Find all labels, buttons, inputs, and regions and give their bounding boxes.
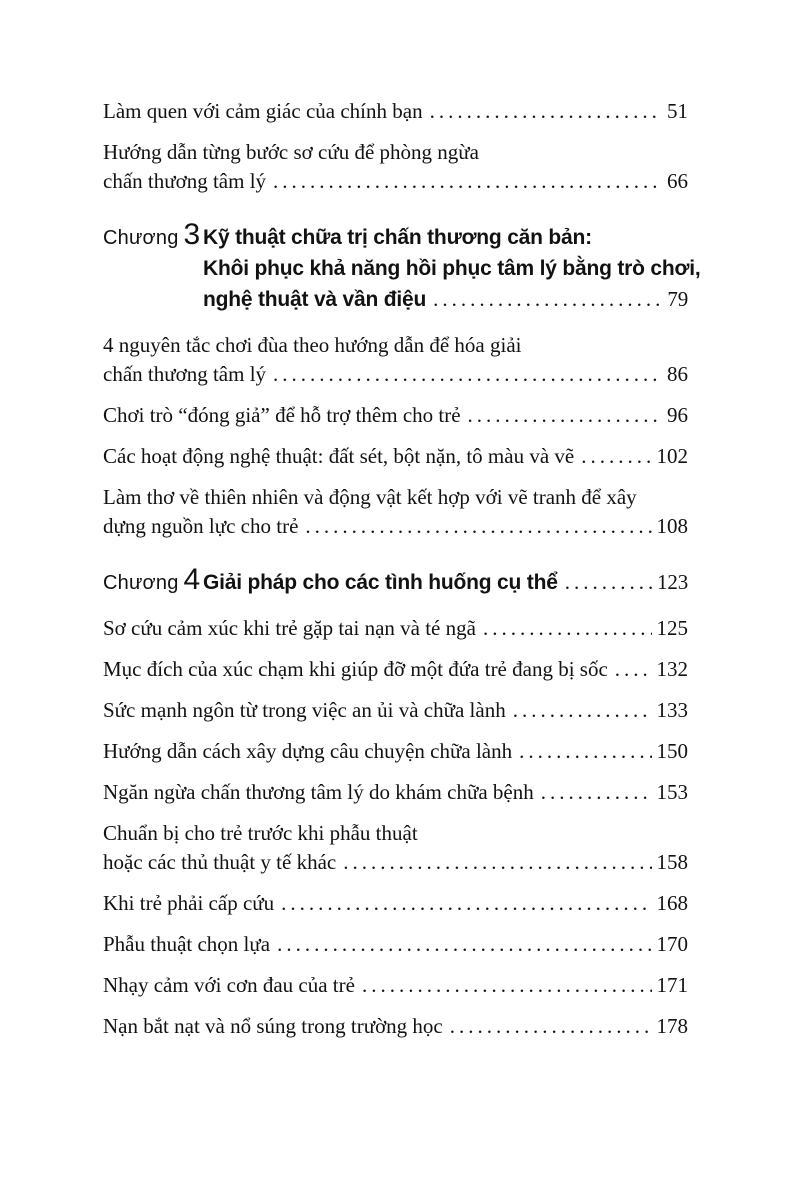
- toc-entry-title: Sức mạnh ngôn từ trong việc an ủi và chữa lành: [103, 698, 506, 722]
- toc-entry-title: Nhạy cảm với cơn đau của trẻ: [103, 973, 355, 997]
- dot-leader: [581, 442, 651, 471]
- toc-entry-title-line2: hoặc các thủ thuật y tế khác: [103, 850, 337, 874]
- toc-page-number: 102: [656, 444, 688, 468]
- toc-entry: [103, 97, 688, 126]
- toc-chapter-4: [103, 563, 688, 598]
- dot-leader: [433, 284, 662, 315]
- toc-chapter-3: [103, 218, 701, 315]
- toc-entry-title: Khi trẻ phải cấp cứu: [103, 891, 275, 915]
- toc-entry: [103, 614, 688, 643]
- toc-page-number: 171: [656, 973, 688, 997]
- chapter-word: Chương: [103, 227, 179, 249]
- toc-entry: [103, 737, 688, 766]
- toc-page-number: 96: [667, 403, 688, 427]
- dot-leader: [541, 778, 652, 807]
- toc-entry-title-line1: 4 nguyên tắc chơi đùa theo hướng dẫn để hóa giải: [103, 333, 522, 357]
- toc-entry: [103, 971, 688, 1000]
- toc-page-number: 153: [656, 780, 688, 804]
- dot-leader: [468, 401, 662, 430]
- chapter-title: [203, 567, 688, 598]
- toc-entry-title-line2: chấn thương tâm lý: [103, 362, 267, 386]
- toc-page-number: 66: [667, 169, 688, 193]
- toc-entry-title: Nạn bắt nạt và nổ súng trong trường học: [103, 1014, 443, 1038]
- toc-page-number: 133: [656, 698, 688, 722]
- chapter-label: [103, 218, 203, 252]
- chapter-number: 4: [183, 563, 201, 596]
- dot-leader: [273, 167, 662, 196]
- chapter-title-line3: nghệ thuật và vần điệu: [203, 288, 427, 311]
- toc-entry-title-line2: dựng nguồn lực cho trẻ: [103, 514, 299, 538]
- chapter-title: [203, 222, 701, 315]
- dot-leader: [483, 614, 652, 643]
- dot-leader: [565, 567, 652, 598]
- toc-entry-title: Làm quen với cảm giác của chính bạn: [103, 99, 423, 123]
- toc-entry: [103, 442, 688, 471]
- dot-leader: [513, 696, 652, 725]
- toc-entry-title: Các hoạt động nghệ thuật: đất sét, bột nặn, tô màu và vẽ: [103, 444, 575, 468]
- chapter-label: [103, 563, 203, 597]
- dot-leader: [450, 1012, 652, 1041]
- toc-entry-title: Ngăn ngừa chấn thương tâm lý do khám chữa bệnh: [103, 780, 534, 804]
- toc-entry-title-line1: Làm thơ về thiên nhiên và động vật kết hợp với vẽ tranh để xây: [103, 485, 637, 509]
- toc-entry-title: Hướng dẫn cách xây dựng câu chuyện chữa lành: [103, 739, 513, 763]
- dot-leader: [277, 930, 651, 959]
- toc-entry-title: Chơi trò “đóng giả” để hỗ trợ thêm cho trẻ: [103, 403, 461, 427]
- toc-entry: [103, 483, 688, 541]
- toc-page-number: 108: [656, 514, 688, 538]
- toc-entry: [103, 655, 688, 684]
- toc-entry: [103, 1012, 688, 1041]
- dot-leader: [362, 971, 652, 1000]
- toc-page-number: 170: [656, 932, 688, 956]
- toc-entry-title-line1: Hướng dẫn từng bước sơ cứu để phòng ngừa: [103, 140, 480, 164]
- toc-entry: [103, 401, 688, 430]
- toc-entry: [103, 138, 688, 196]
- dot-leader: [305, 512, 651, 541]
- dot-leader: [519, 737, 651, 766]
- toc-page-number: 123: [657, 570, 688, 594]
- toc-page-number: 150: [656, 739, 688, 763]
- chapter-title-line2: Khôi phục khả năng hồi phục tâm lý bằng trò chơi,: [203, 257, 701, 280]
- toc-page-number: 158: [656, 850, 688, 874]
- dot-leader: [430, 97, 662, 126]
- toc-entry: [103, 889, 688, 918]
- toc-entry: [103, 696, 688, 725]
- chapter-title-line1: Giải pháp cho các tình huống cụ thể: [203, 571, 558, 594]
- toc-entry-title: Sơ cứu cảm xúc khi trẻ gặp tai nạn và té ngã: [103, 616, 476, 640]
- toc-page-number: 168: [656, 891, 688, 915]
- toc-page-number: 79: [667, 287, 688, 311]
- dot-leader: [615, 655, 652, 684]
- chapter-number: 3: [183, 218, 201, 251]
- toc-entry: [103, 930, 688, 959]
- dot-leader: [343, 848, 651, 877]
- dot-leader: [281, 889, 651, 918]
- dot-leader: [273, 360, 662, 389]
- chapter-word: Chương: [103, 572, 179, 594]
- toc-page-number: 86: [667, 362, 688, 386]
- toc-entry-title: Phẫu thuật chọn lựa: [103, 932, 271, 956]
- toc-entry-title-line1: Chuẩn bị cho trẻ trước khi phẫu thuật: [103, 821, 418, 845]
- toc-page-number: 178: [656, 1014, 688, 1038]
- toc-entry: [103, 331, 688, 389]
- toc-entry-title-line2: chấn thương tâm lý: [103, 169, 267, 193]
- chapter-title-line1: Kỹ thuật chữa trị chấn thương căn bản:: [203, 226, 592, 249]
- toc-entry: [103, 819, 688, 877]
- toc-page-number: 51: [667, 99, 688, 123]
- toc-page-number: 125: [656, 616, 688, 640]
- toc-page-number: 132: [656, 657, 688, 681]
- toc-entry-title: Mục đích của xúc chạm khi giúp đỡ một đứa trẻ đang bị sốc: [103, 657, 608, 681]
- toc-entry: [103, 778, 688, 807]
